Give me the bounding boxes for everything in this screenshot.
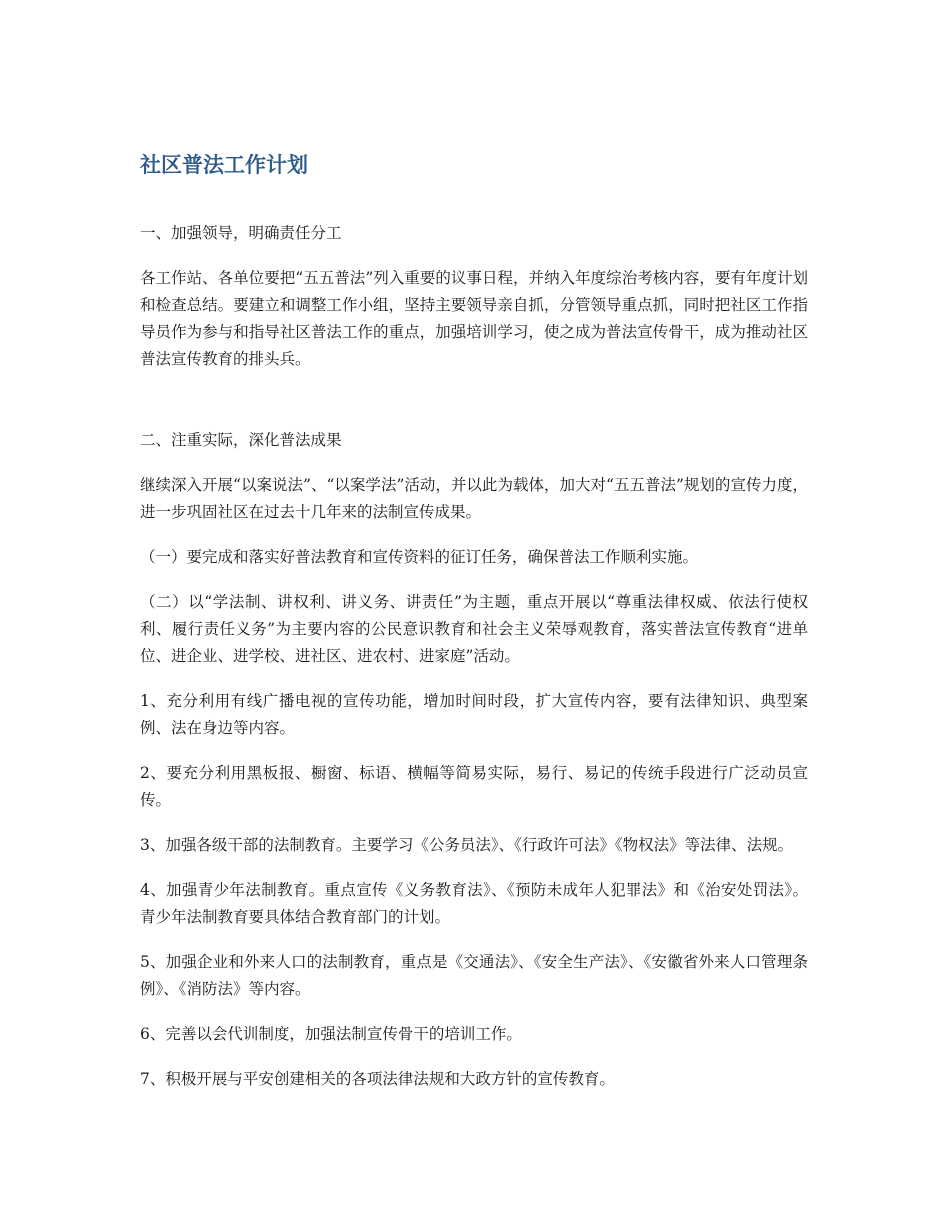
document-title: 社区普法工作计划 <box>140 153 308 177</box>
section-spacer <box>140 391 808 427</box>
section-1-heading: 一、加强领导，明确责任分工 <box>140 224 342 242</box>
list-item: 3、加强各级干部的法制教育。主要学习《公务员法》、《行政许可法》《物权法》等法律、法规。 <box>140 836 794 854</box>
section-2-heading: 二、注重实际，深化普法成果 <box>140 431 342 449</box>
list-item: 7、积极开展与平安创建相关的各项法律法规和大政方针的宣传教育。 <box>140 1070 615 1088</box>
list-item: 2、要充分利用黑板报、橱窗、标语、横幅等简易实际，易行、易记的传统手段进行广泛动员宣传。 <box>140 764 808 809</box>
section-2-sub-2: （二）以“学法制、讲权利、讲义务、讲责任”为主题，重点开展以“尊重法律权威、依法行使权利、履行责任义务”为主要内容的公民意识教育和社会主义荣辱观教育，落实普法宣传教育“进单位、进企业、进学校、进社区、进农村、进家庭”活动。 <box>140 593 808 665</box>
list-item: 4、加强青少年法制教育。重点宣传《义务教育法》、《预防未成年人犯罪法》和《治安处罚法》。青少年法制教育要具体结合教育部门的计划。 <box>140 881 808 926</box>
list-item: 1、充分利用有线广播电视的宣传功能，增加时间时段，扩大宣传内容，要有法律知识、典型案例、法在身边等内容。 <box>140 692 808 737</box>
document-page <box>140 150 808 1111</box>
section-2-sub-1: （一）要完成和落实好普法教育和宣传资料的征订任务，确保普法工作顺利实施。 <box>140 548 699 566</box>
section-1-body: 各工作站、各单位要把“五五普法”列入重要的议事日程，并纳入年度综治考核内容，要有年度计划和检查总结。要建立和调整工作小组，坚持主要领导亲自抓，分管领导重点抓，同时把社区工作指导员作为参与和指导社区普法工作的重点，加强培训学习，使之成为普法宣传骨干，成为推动社区普法宣传教育的排头兵。 <box>140 269 808 368</box>
section-2-intro: 继续深入开展“以案说法”、“以案学法”活动，并以此为载体，加大对“五五普法”规划的宣传力度，进一步巩固社区在过去十几年来的法制宣传成果。 <box>140 476 808 521</box>
list-item: 5、加强企业和外来人口的法制教育，重点是《交通法》、《安全生产法》、《安徽省外来人口管理条例》、《消防法》等内容。 <box>140 953 808 998</box>
list-item: 6、完善以会代训制度，加强法制宣传骨干的培训工作。 <box>140 1025 522 1043</box>
